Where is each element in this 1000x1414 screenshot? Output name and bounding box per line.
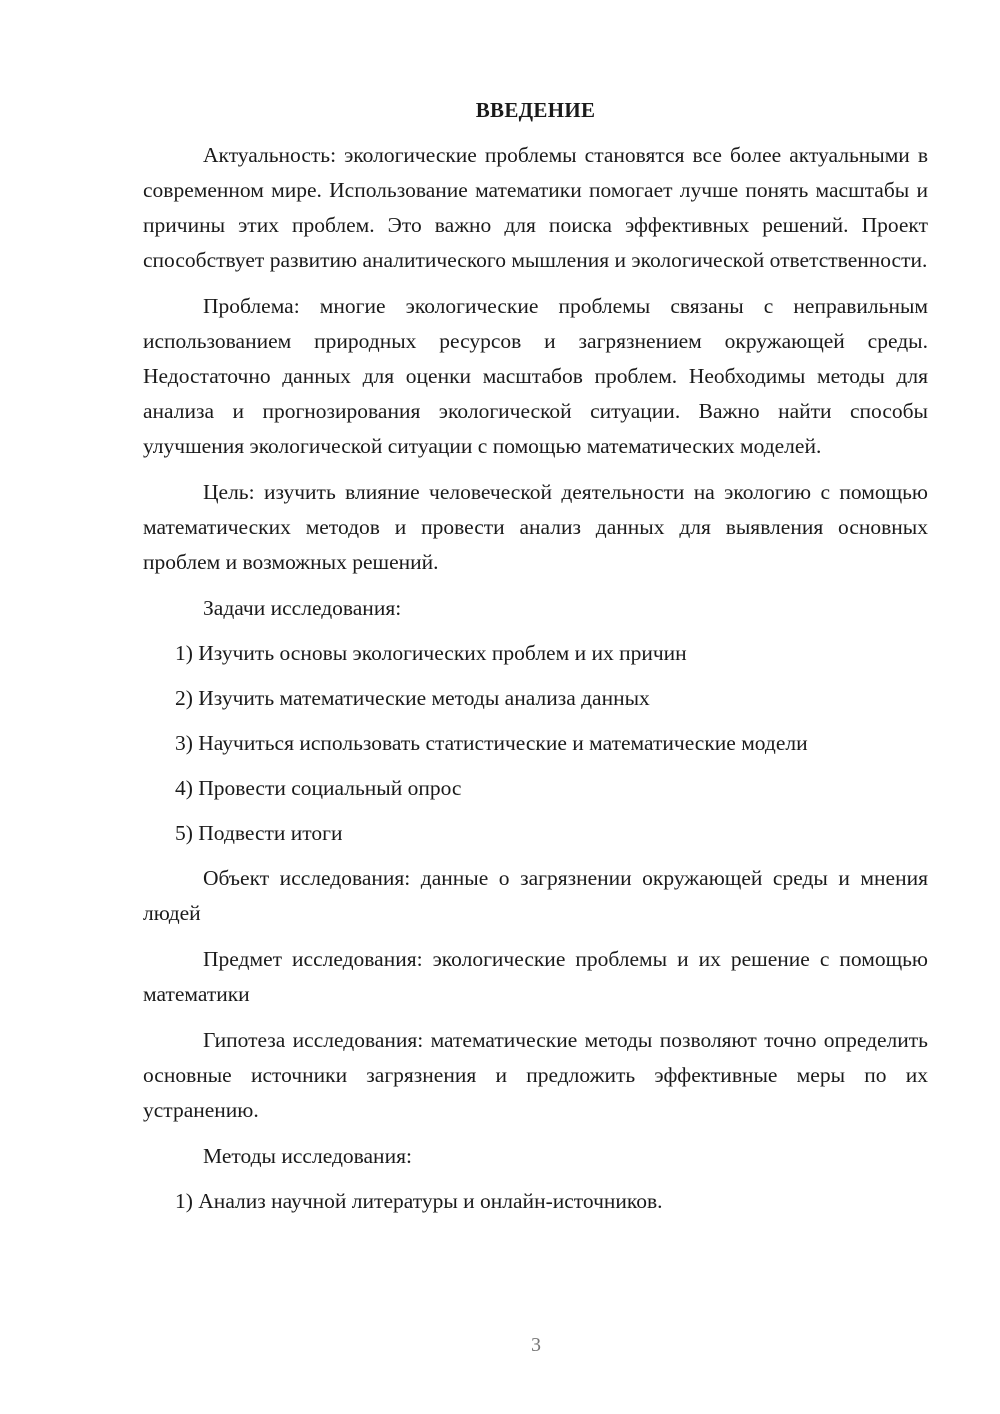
task-item-5: 5) Подвести итоги	[175, 821, 343, 845]
hypothesis-paragraph: Гипотеза исследования: математические методы позволяют точно определить основные источники загрязнения и предложить эффективные меры по их устранению.	[143, 1028, 928, 1122]
relevance-paragraph: Актуальность: экологические проблемы становятся все более актуальными в современном мире. Использование математики помогает лучше понять масштабы и причины этих проблем. Это важно для поиска эффективных решений. Проект способствует развитию аналитического мышления и экологической ответственности.	[143, 143, 928, 272]
document-page	[143, 94, 928, 1229]
methods-title: Методы исследования:	[203, 1144, 412, 1168]
page-number: 3	[531, 1334, 541, 1356]
task-item-2: 2) Изучить математические методы анализа данных	[175, 686, 650, 710]
goal-paragraph: Цель: изучить влияние человеческой деятельности на экологию с помощью математических методов и провести анализ данных для выявления основных проблем и возможных решений.	[143, 480, 928, 574]
tasks-title: Задачи исследования:	[203, 596, 402, 620]
section-heading: ВВЕДЕНИЕ	[475, 98, 596, 122]
problem-paragraph: Проблема: многие экологические проблемы связаны с неправильным использованием природных ресурсов и загрязнением окружающей среды. Недостаточно данных для оценки масштабов проблем. Необходимы методы для анализа и прогнозирования экологической ситуации. Важно найти способы улучшения экологической ситуации с помощью математических моделей.	[143, 294, 928, 458]
method-item-1: 1) Анализ научной литературы и онлайн-источников.	[175, 1189, 663, 1213]
task-item-1: 1) Изучить основы экологических проблем и их причин	[175, 641, 687, 665]
object-paragraph: Объект исследования: данные о загрязнении окружающей среды и мнения людей	[143, 866, 928, 925]
task-item-4: 4) Провести социальный опрос	[175, 776, 462, 800]
task-item-3: 3) Научиться использовать статистические и математические модели	[175, 731, 808, 755]
subject-paragraph: Предмет исследования: экологические проблемы и их решение с помощью математики	[143, 947, 928, 1006]
